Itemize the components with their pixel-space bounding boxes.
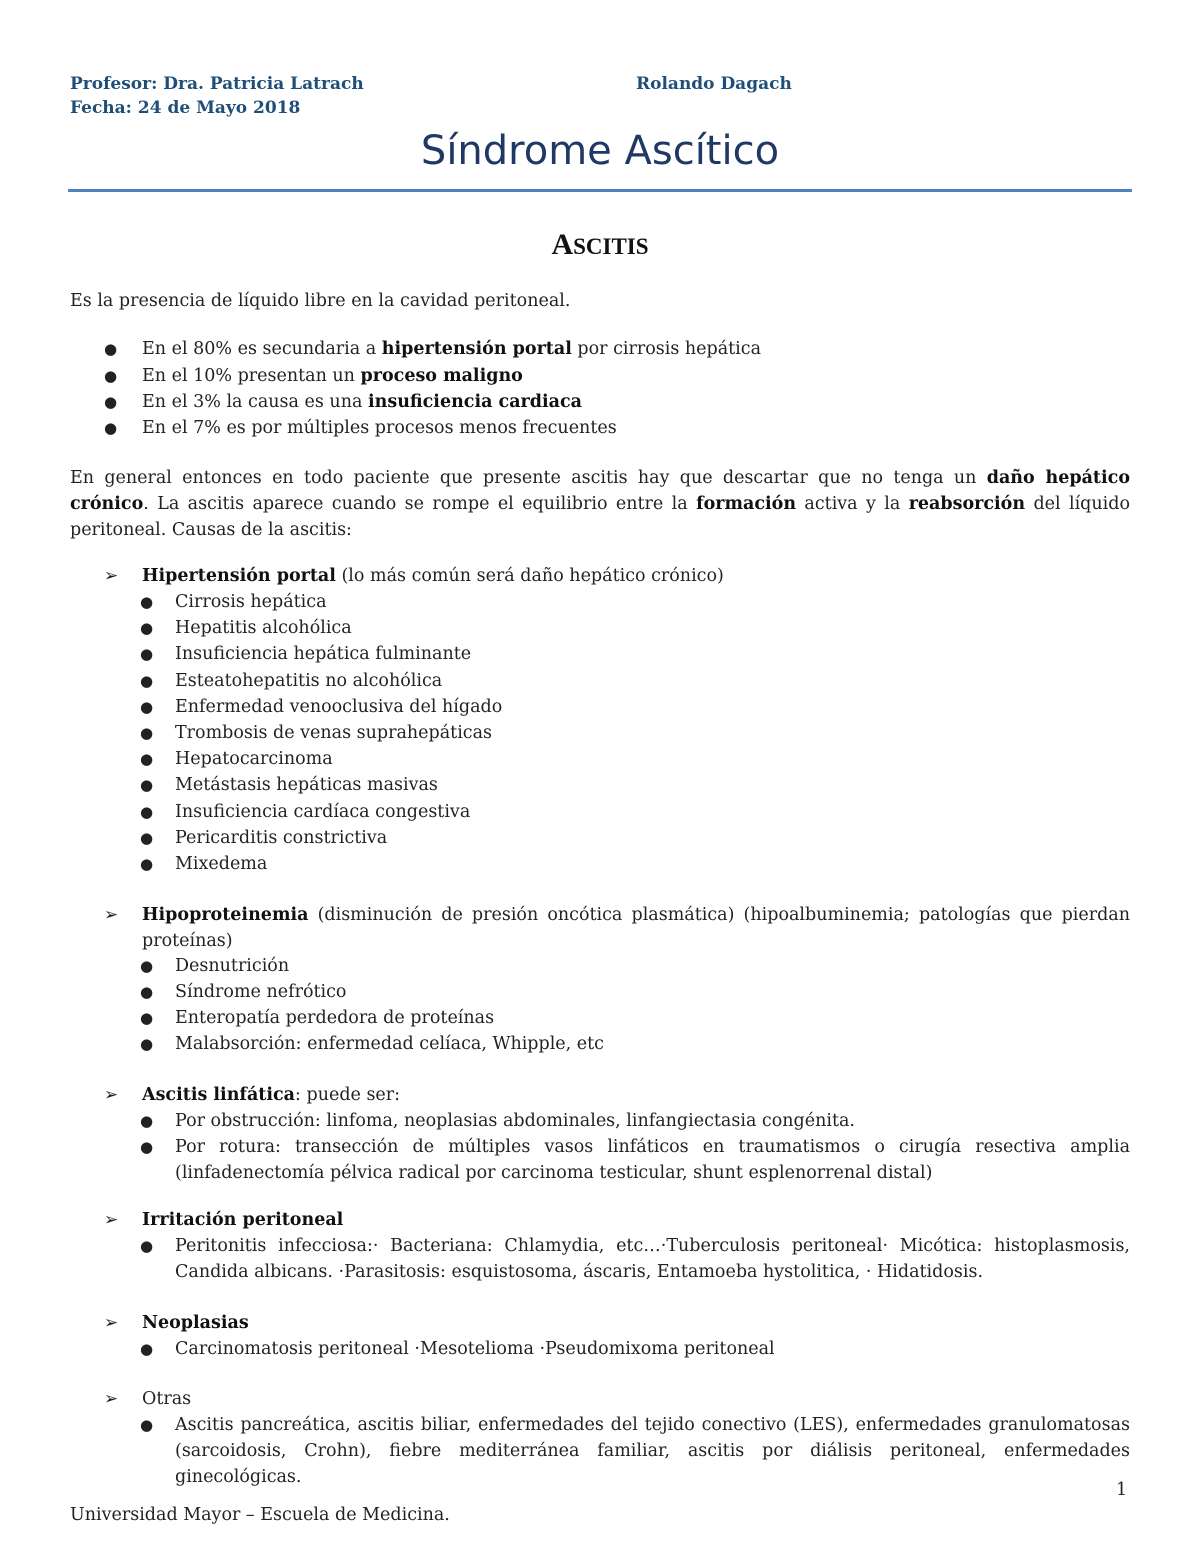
bullet-icon: ●: [140, 983, 154, 1001]
bullet-icon: ●: [140, 1340, 154, 1358]
bullet-icon: ●: [140, 724, 154, 742]
stat-item: En el 10% presentan un proceso maligno: [142, 366, 523, 386]
list-item: Trombosis de venas suprahepáticas: [175, 723, 492, 743]
list-item: Esteatohepatitis no alcohólica: [175, 670, 443, 691]
cause-heading-otras: Otras: [142, 1389, 192, 1409]
bullet-icon: ●: [140, 1416, 154, 1434]
bullet-icon: ●: [104, 393, 118, 411]
arrow-bullet-icon: ➢: [104, 1210, 119, 1230]
header-fecha: Fecha: 24 de Mayo 2018: [70, 98, 301, 118]
arrow-bullet-icon: ➢: [104, 1313, 119, 1333]
list-item: Síndrome nefrótico: [175, 982, 347, 1002]
bullet-icon: ●: [104, 340, 118, 358]
arrow-bullet-icon: ➢: [104, 1389, 119, 1409]
section-heading: [0, 228, 1200, 262]
stat-item: En el 7% es por múltiples procesos menos frecuentes: [142, 418, 617, 438]
linfatica-item: Por rotura: transección de múltiples vasos linfáticos en traumatismos o cirugía resectiva amplia (linfadenectomía pélvica radical por carcinoma testicular, shunt esplenorrenal distal): [175, 1137, 1130, 1183]
list-item: Desnutrición: [175, 956, 290, 976]
section-heading-initial: A: [551, 228, 574, 261]
neoplasias-item: Carcinomatosis peritoneal ·Mesotelioma ·Pseudomixoma peritoneal: [175, 1339, 775, 1359]
page-number: 1: [1116, 1480, 1128, 1500]
bullet-icon: ●: [140, 619, 154, 638]
list-item: Hepatitis alcohólica: [175, 618, 352, 639]
bullet-icon: ●: [140, 671, 154, 690]
bullet-icon: ●: [140, 957, 154, 975]
list-item: Cirrosis hepática: [175, 592, 327, 612]
list-item: Insuficiencia cardíaca congestiva: [175, 801, 471, 822]
cause-heading-linfatica: Ascitis linfática: puede ser:: [142, 1085, 401, 1105]
bullet-icon: ●: [140, 1035, 154, 1053]
bullet-icon: ●: [104, 419, 118, 437]
linfatica-item: Por obstrucción: linfoma, neoplasias abdominales, linfangiectasia congénita.: [175, 1111, 855, 1131]
cause-heading-hipoproteinemia: Hipoproteinemia (disminución de presión oncótica plasmática) (hipoalbuminemia; patologías que pierdan proteínas): [142, 905, 1130, 951]
list-item: Hepatocarcinoma: [175, 749, 333, 770]
bullet-icon: ●: [140, 855, 154, 873]
intro-text: Es la presencia de líquido libre en la cavidad peritoneal.: [70, 291, 571, 311]
bullet-icon: ●: [140, 1237, 154, 1255]
arrow-bullet-icon: ➢: [104, 1085, 119, 1105]
header-autor: Rolando Dagach: [636, 74, 792, 94]
list-item: Malabsorción: enfermedad celíaca, Whipple, etc: [175, 1034, 604, 1054]
bullet-icon: ●: [140, 1112, 154, 1130]
list-item: Metástasis hepáticas masivas: [175, 775, 438, 796]
section-heading-rest: SCITIS: [573, 234, 649, 259]
irritacion-item: Peritonitis infecciosa:· Bacteriana: Chlamydia, etc…·Tuberculosis peritoneal· Micótica: histoplasmosis, Candida albicans. ·Parasitosis: esquistosoma, áscaris, Entamoeba hystolitica, · Hidatidosis.: [175, 1236, 1130, 1282]
title-divider: [68, 189, 1132, 192]
bullet-icon: ●: [140, 828, 154, 847]
list-item: Enfermedad venooclusiva del hígado: [175, 696, 503, 717]
bullet-icon: ●: [140, 1138, 154, 1156]
cause-heading-neoplasias: Neoplasias: [142, 1313, 249, 1333]
page-footer: Universidad Mayor – Escuela de Medicina.: [70, 1505, 450, 1525]
bullet-icon: ●: [140, 697, 154, 716]
bullet-icon: ●: [140, 1009, 154, 1027]
header-profesor: Profesor: Dra. Patricia Latrach: [70, 74, 364, 94]
bullet-icon: ●: [140, 802, 154, 821]
causes-paragraph: En general entonces en todo paciente que presente ascitis hay que descartar que no tenga un daño hepático crónico. La ascitis aparece cuando se rompe el equilibrio entre la formación activa y la reabsorción del líquido peritoneal. Causas de la ascitis:: [70, 468, 1130, 540]
list-item: Insuficiencia hepática fulminante: [175, 644, 472, 665]
otras-item: Ascitis pancreática, ascitis biliar, enfermedades del tejido conectivo (LES), enfermedades granulomatosas (sarcoidosis, Crohn), fiebre mediterránea familiar, ascitis por diálisis peritoneal, enfermedades ginecológicas.: [175, 1415, 1130, 1487]
cause-heading-irritacion: Irritación peritoneal: [142, 1210, 344, 1230]
bullet-icon: ●: [140, 645, 154, 664]
list-item: Pericarditis constrictiva: [175, 827, 388, 848]
bullet-icon: ●: [104, 367, 118, 385]
stat-item: En el 3% la causa es una insuficiencia cardiaca: [142, 392, 582, 412]
stat-item: En el 80% es secundaria a hipertensión portal por cirrosis hepática: [142, 339, 762, 359]
cause-heading-hipertension: Hipertensión portal (lo más común será daño hepático crónico): [142, 566, 724, 586]
list-item: Mixedema: [175, 854, 268, 874]
arrow-bullet-icon: ➢: [104, 905, 119, 925]
bullet-icon: ●: [140, 750, 154, 769]
arrow-bullet-icon: ➢: [104, 566, 119, 586]
bullet-icon: ●: [140, 593, 154, 611]
list-item: Enteropatía perdedora de proteínas: [175, 1008, 495, 1028]
page-title: Síndrome Ascítico: [420, 128, 780, 174]
bullet-icon: ●: [140, 776, 154, 795]
